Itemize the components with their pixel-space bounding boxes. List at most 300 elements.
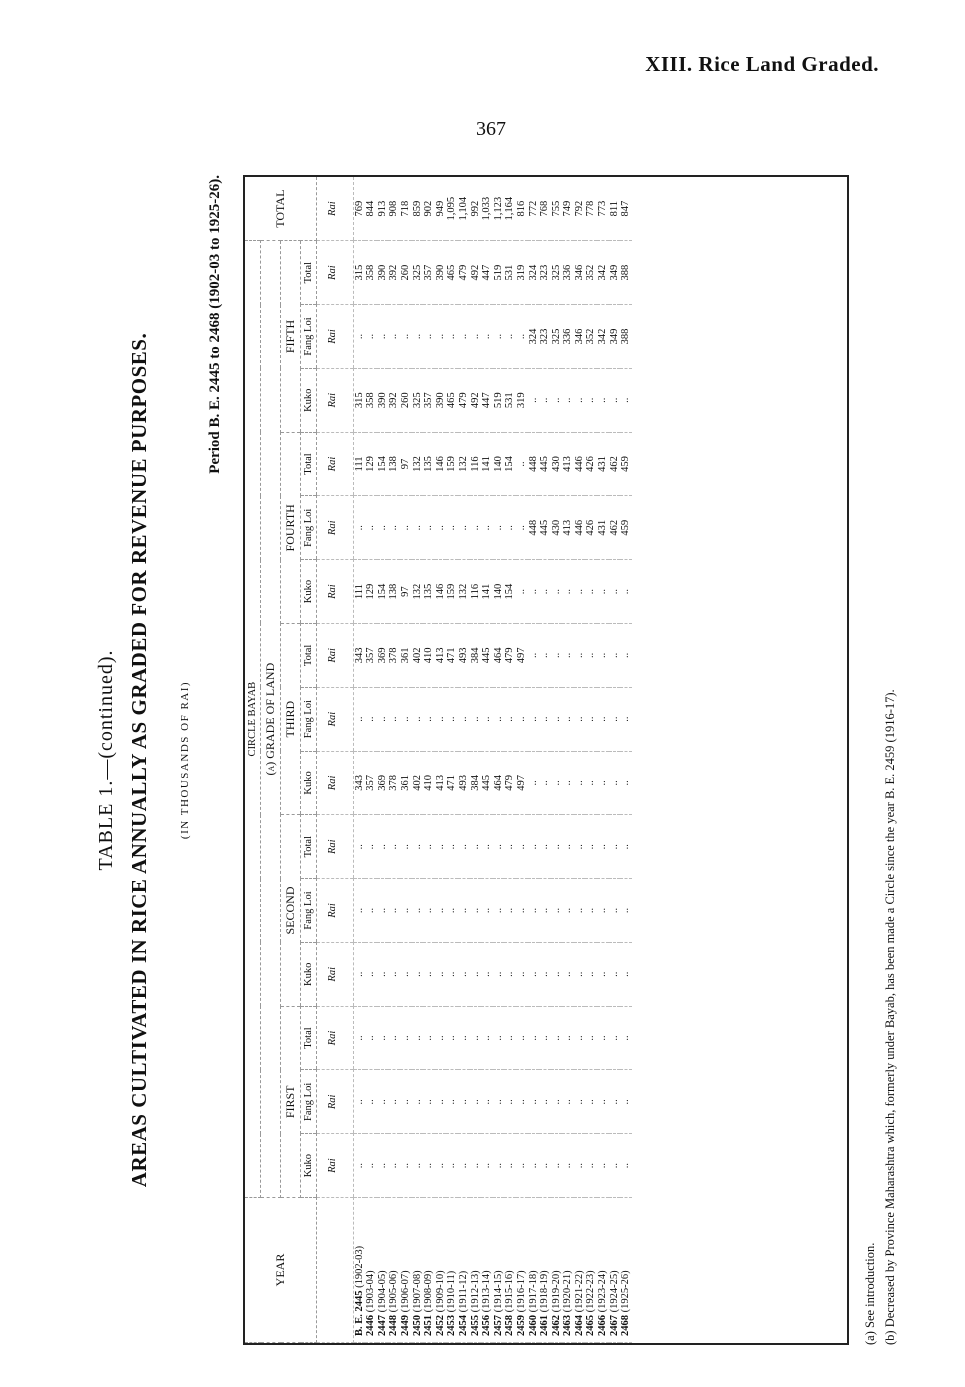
value-cell: .. [423,942,435,1006]
value-cell: .. [388,815,400,879]
table-row [423,177,435,1343]
value-cell: 445 [539,496,551,560]
value-cell: .. [574,942,586,1006]
year-cell: 2468 (1925-26) [620,1198,632,1343]
value-cell: .. [481,305,493,369]
value-cell: 378 [388,751,400,815]
value-cell: .. [400,1070,412,1134]
table-row [400,177,412,1343]
value-cell: .. [458,1006,470,1070]
value-cell: .. [388,305,400,369]
value-cell: .. [620,942,632,1006]
value-cell: 349 [609,241,621,305]
be-year: B. E. 2445 [353,1290,365,1336]
value-cell: 138 [388,432,400,496]
value-cell: .. [562,560,574,624]
value-cell: 445 [481,751,493,815]
footnote-b: (b) Decreased by Province Maharashtra which, formerly under Bayab, has been made a Circle since the year B. E. 2459 (1916-17). [883,689,897,1345]
value-cell: .. [609,1070,621,1134]
value-cell: 319 [516,241,528,305]
value-cell: 138 [388,560,400,624]
value-cell: 388 [620,305,632,369]
value-cell: 410 [423,751,435,815]
value-cell: .. [528,1070,540,1134]
value-cell: 811 [609,177,621,241]
value-cell: 1,104 [458,177,470,241]
circle-header: CIRCLE BAYAB [245,241,261,1198]
year-cell: 2463 (1920-21) [562,1198,574,1343]
value-cell: .. [528,815,540,879]
value-cell: 343 [353,623,365,687]
value-cell: 402 [412,751,424,815]
value-cell: 319 [516,368,528,432]
unit-cell: Rai [317,1134,354,1198]
value-cell: .. [353,687,365,751]
value-cell: .. [493,815,505,879]
value-cell: .. [516,496,528,560]
value-cell: 847 [620,177,632,241]
value-cell: 462 [609,496,621,560]
grade-third-header: THIRD [281,623,301,814]
value-cell: .. [446,1070,458,1134]
value-cell: 1,033 [481,177,493,241]
value-cell: .. [412,942,424,1006]
value-cell: .. [528,751,540,815]
value-cell: .. [493,879,505,943]
unit-cell: Rai [317,305,354,369]
value-cell: .. [481,496,493,560]
value-cell: .. [620,879,632,943]
value-cell: 492 [470,368,482,432]
value-cell: 465 [446,241,458,305]
value-cell: 357 [365,751,377,815]
table-row [585,177,597,1343]
value-cell: .. [365,815,377,879]
value-cell: 315 [353,368,365,432]
value-cell: .. [504,942,516,1006]
value-cell: .. [377,815,389,879]
value-cell: .. [585,815,597,879]
be-year: 2461 [539,1315,551,1336]
be-year: 2459 [515,1315,527,1336]
value-cell: .. [609,1134,621,1198]
value-cell: 768 [539,177,551,241]
subcol-header: Kuko [301,560,317,624]
value-cell: .. [539,815,551,879]
value-cell: .. [539,942,551,1006]
subcol-header: Fang Loi [301,1070,317,1134]
be-year: 2454 [457,1315,469,1336]
value-cell: .. [551,751,563,815]
value-cell: 392 [388,241,400,305]
value-cell: .. [585,368,597,432]
value-cell: 446 [574,496,586,560]
value-cell: .. [574,751,586,815]
units-note: (IN THOUSANDS OF RAI) [179,680,191,840]
value-cell: .. [481,1070,493,1134]
table-row [493,177,505,1343]
value-cell: .. [353,1006,365,1070]
value-cell: .. [458,305,470,369]
value-cell: 388 [620,241,632,305]
value-cell: .. [609,560,621,624]
unit-cell: Rai [317,241,354,305]
value-cell: 413 [435,751,447,815]
value-cell: .. [562,623,574,687]
value-cell: 1,123 [493,177,505,241]
table-row [609,177,621,1343]
value-cell: 769 [353,177,365,241]
value-cell: .. [435,496,447,560]
year-cell: 2466 (1923-24) [597,1198,609,1343]
value-cell: 116 [470,560,482,624]
value-cell: .. [377,1006,389,1070]
value-cell: 949 [435,177,447,241]
value-cell: 430 [551,496,563,560]
value-cell: .. [353,942,365,1006]
value-cell: .. [574,368,586,432]
table-row [388,177,400,1343]
year-cell: 2460 (1917-18) [528,1198,540,1343]
value-cell: 343 [353,751,365,815]
value-cell: 349 [609,305,621,369]
subcol-header: Total [301,241,317,305]
value-cell: .. [574,1006,586,1070]
value-cell: 426 [585,496,597,560]
be-year: 2450 [411,1315,423,1336]
value-cell: 431 [597,432,609,496]
value-cell: .. [481,687,493,751]
value-cell: 479 [458,368,470,432]
value-cell: 384 [470,623,482,687]
value-cell: .. [609,623,621,687]
value-cell: .. [388,1134,400,1198]
value-cell: .. [423,687,435,751]
be-year: 2468 [620,1315,632,1336]
value-cell: 392 [388,368,400,432]
value-cell: 97 [400,560,412,624]
value-cell: .. [516,1006,528,1070]
value-cell: 323 [539,241,551,305]
value-cell: 462 [609,432,621,496]
value-cell: .. [574,879,586,943]
value-cell: .. [435,879,447,943]
value-cell: .. [609,815,621,879]
value-cell: .. [516,560,528,624]
be-year: 2452 [434,1315,446,1336]
value-cell: .. [551,1134,563,1198]
value-cell: 471 [446,751,458,815]
value-cell: .. [377,942,389,1006]
value-cell: .. [412,879,424,943]
value-cell: .. [504,1134,516,1198]
value-cell: .. [597,879,609,943]
value-cell: .. [470,1070,482,1134]
value-cell: .. [423,1134,435,1198]
table-row [435,177,447,1343]
year-cell: 2452 (1909-10) [435,1198,447,1343]
table-row [562,177,574,1343]
value-cell: .. [528,623,540,687]
subcol-header: Total [301,1006,317,1070]
value-cell: .. [365,1070,377,1134]
value-cell: 531 [504,241,516,305]
value-cell: .. [412,1134,424,1198]
value-cell: 445 [481,623,493,687]
value-cell: .. [620,1070,632,1134]
value-cell: .. [423,1070,435,1134]
subcol-header: Kuko [301,751,317,815]
value-cell: .. [412,1070,424,1134]
table-row [539,177,551,1343]
value-cell: 111 [353,432,365,496]
value-cell: .. [516,1070,528,1134]
value-cell: .. [585,1070,597,1134]
value-cell: .. [516,879,528,943]
value-cell: .. [353,1070,365,1134]
value-cell: .. [585,1006,597,1070]
value-cell: 141 [481,560,493,624]
be-year: 2466 [597,1315,609,1336]
be-year: 2453 [446,1315,458,1336]
table-row [528,177,540,1343]
value-cell: 154 [377,560,389,624]
value-cell: .. [574,560,586,624]
value-cell: .. [539,1070,551,1134]
subcol-header: Total [301,623,317,687]
value-cell: 718 [400,177,412,241]
period-heading: Period B. E. 2445 to 2468 (1902-03 to 1925-26). [207,175,223,474]
value-cell: .. [585,560,597,624]
value-cell: 154 [504,560,516,624]
value-cell: 154 [377,432,389,496]
value-cell: 352 [585,241,597,305]
value-cell: .. [562,751,574,815]
value-cell: .. [597,1006,609,1070]
value-cell: 132 [458,432,470,496]
table-row [481,177,493,1343]
value-cell: 324 [528,241,540,305]
be-year: 2449 [399,1315,411,1336]
value-cell: .. [458,1134,470,1198]
value-cell: 260 [400,368,412,432]
table-title: TABLE 1.—(continued). [95,649,117,871]
value-cell: .. [400,496,412,560]
value-cell: 778 [585,177,597,241]
value-cell: 531 [504,368,516,432]
value-cell: .. [597,687,609,751]
subcol-header: Fang Loi [301,305,317,369]
value-cell: 325 [551,241,563,305]
value-cell: .. [551,560,563,624]
value-cell: 141 [481,432,493,496]
value-cell: 902 [423,177,435,241]
unit-cell: Rai [317,1070,354,1134]
value-cell: .. [458,1070,470,1134]
value-cell: .. [435,815,447,879]
value-cell: 519 [493,241,505,305]
value-cell: .. [597,623,609,687]
value-cell: .. [528,368,540,432]
value-cell: 1,095 [446,177,458,241]
value-cell: .. [493,942,505,1006]
value-cell: 390 [435,368,447,432]
header-row-2 [261,177,281,1343]
value-cell: .. [562,815,574,879]
grade-fourth-header: FOURTH [281,432,301,623]
value-cell: .. [412,815,424,879]
value-cell: .. [504,305,516,369]
value-cell: 357 [365,623,377,687]
value-cell: .. [516,815,528,879]
value-cell: .. [585,623,597,687]
value-cell: 430 [551,432,563,496]
value-cell: .. [539,1134,551,1198]
value-cell: .. [470,496,482,560]
value-cell: .. [493,305,505,369]
year-cell: 2448 (1905-06) [388,1198,400,1343]
value-cell: .. [481,1006,493,1070]
value-cell: 342 [597,305,609,369]
value-cell: .. [412,687,424,751]
value-cell: .. [562,1070,574,1134]
value-cell: .. [551,942,563,1006]
value-cell: .. [562,687,574,751]
value-cell: .. [609,368,621,432]
value-cell: .. [412,496,424,560]
value-cell: 859 [412,177,424,241]
grade-second-header: SECOND [281,815,301,1006]
year-cell: 2453 (1910-11) [446,1198,458,1343]
table-row [458,177,470,1343]
value-cell: .. [562,1006,574,1070]
value-cell: .. [470,305,482,369]
subcol-header: Kuko [301,1134,317,1198]
value-cell: 773 [597,177,609,241]
value-cell: .. [388,1070,400,1134]
value-cell: .. [528,687,540,751]
value-cell: 816 [516,177,528,241]
value-cell: 346 [574,241,586,305]
value-cell: 497 [516,751,528,815]
value-cell: 755 [551,177,563,241]
value-cell: 844 [365,177,377,241]
value-cell: .. [446,496,458,560]
value-cell: .. [539,623,551,687]
value-cell: 146 [435,432,447,496]
value-cell: .. [493,1134,505,1198]
value-cell: .. [400,1134,412,1198]
value-cell: .. [585,879,597,943]
value-cell: .. [551,879,563,943]
be-year: 2464 [573,1315,585,1336]
value-cell: .. [551,1070,563,1134]
value-cell: .. [620,1134,632,1198]
value-cell: .. [516,1134,528,1198]
value-cell: .. [388,687,400,751]
value-cell: .. [609,687,621,751]
value-cell: 135 [423,432,435,496]
value-cell: .. [539,751,551,815]
value-cell: 140 [493,560,505,624]
value-cell: .. [353,305,365,369]
value-cell: 357 [423,368,435,432]
table-row [574,177,586,1343]
value-cell: .. [446,1006,458,1070]
unit-cell: Rai [317,368,354,432]
value-cell: .. [620,751,632,815]
value-cell: 129 [365,432,377,496]
value-cell: 129 [365,560,377,624]
unit-cell: Rai [317,432,354,496]
value-cell: 146 [435,560,447,624]
value-cell: .. [539,1006,551,1070]
value-cell: .. [481,1134,493,1198]
value-cell: 325 [412,368,424,432]
value-cell: .. [388,496,400,560]
year-header: YEAR [245,1198,317,1343]
value-cell: .. [597,815,609,879]
value-cell: .. [470,815,482,879]
value-cell: 357 [423,241,435,305]
value-cell: 135 [423,560,435,624]
unit-cell: Rai [317,623,354,687]
unit-cell: Rai [317,496,354,560]
subcol-header: Fang Loi [301,687,317,751]
value-cell: .. [620,623,632,687]
value-cell: 1,164 [504,177,516,241]
value-cell: .. [377,305,389,369]
be-year: 2467 [608,1315,620,1336]
value-cell: 358 [365,368,377,432]
value-cell: 992 [470,177,482,241]
value-cell: .. [516,305,528,369]
value-cell: .. [400,1006,412,1070]
unit-row [317,177,354,1343]
unit-cell: Rai [317,751,354,815]
value-cell: 431 [597,496,609,560]
value-cell: .. [539,368,551,432]
year-cell: 2451 (1908-09) [423,1198,435,1343]
value-cell: 465 [446,368,458,432]
value-cell: 260 [400,241,412,305]
unit-cell: Rai [317,1006,354,1070]
value-cell: .. [388,942,400,1006]
value-cell: 361 [400,623,412,687]
value-cell: .. [446,879,458,943]
table-row [377,177,389,1343]
value-cell: .. [481,815,493,879]
value-cell: 479 [504,623,516,687]
be-year: 2446 [365,1315,377,1336]
subcol-header: Total [301,432,317,496]
value-cell: .. [423,815,435,879]
value-cell: .. [458,815,470,879]
value-cell: .. [388,879,400,943]
value-cell: .. [597,942,609,1006]
value-cell: 132 [458,560,470,624]
year-cell: 2456 (1913-14) [481,1198,493,1343]
total-header: TOTAL [245,177,317,241]
value-cell: 352 [585,305,597,369]
value-cell: .. [377,879,389,943]
grade-header: (a) GRADE OF LAND [261,241,281,1198]
table-row [353,177,365,1343]
table-row [412,177,424,1343]
year-cell: 2457 (1914-15) [493,1198,505,1343]
value-cell: 369 [377,623,389,687]
value-cell: .. [412,1006,424,1070]
